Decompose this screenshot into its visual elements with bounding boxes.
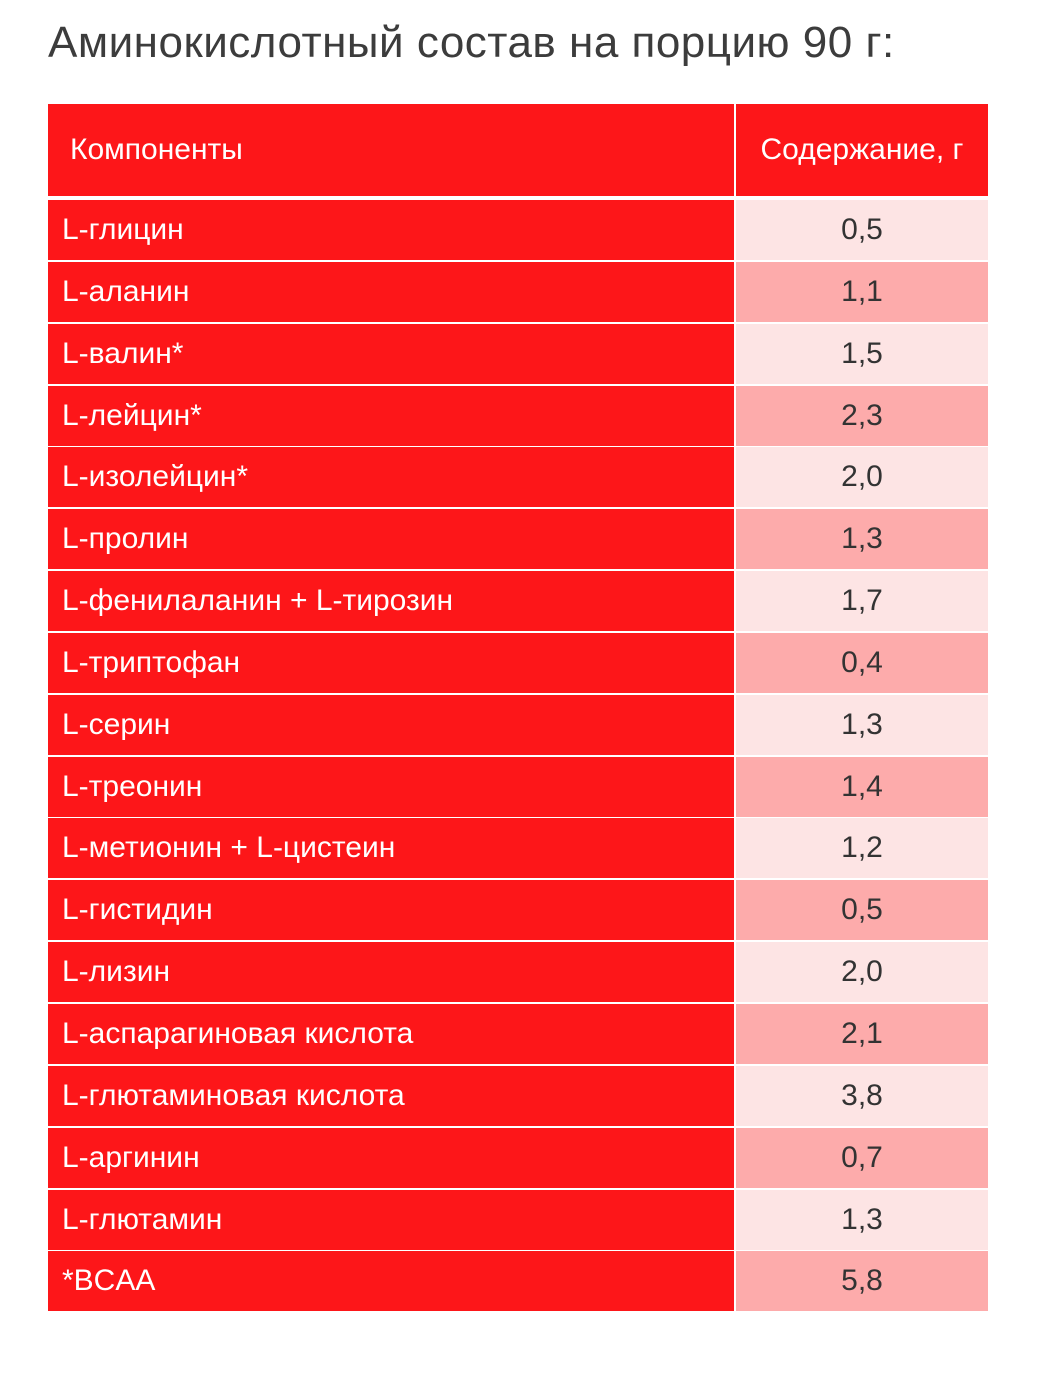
table-header: [48, 104, 988, 196]
component-value: 1,1: [736, 262, 988, 322]
table-row: [48, 571, 988, 631]
component-value: 2,1: [736, 1004, 988, 1064]
component-value: 1,4: [736, 757, 988, 817]
component-value: 0,4: [736, 633, 988, 693]
component-name: L-треонин: [48, 757, 734, 817]
component-value: 1,5: [736, 324, 988, 384]
table-row: [48, 880, 988, 940]
component-name: L-пролин: [48, 509, 734, 569]
component-name: L-лейцин*: [48, 386, 734, 446]
amino-acid-table: [48, 104, 988, 1313]
table-row: [48, 200, 988, 260]
component-value: 1,3: [736, 1190, 988, 1250]
component-name: L-валин*: [48, 324, 734, 384]
table-row: [48, 509, 988, 569]
component-value: 1,3: [736, 695, 988, 755]
table-row: [48, 262, 988, 322]
component-value: 1,3: [736, 509, 988, 569]
table-row: [48, 942, 988, 1002]
table-row: [48, 1190, 988, 1250]
component-name: L-аланин: [48, 262, 734, 322]
page-title: Аминокислотный состав на порцию 90 г:: [48, 18, 895, 67]
table-row: [48, 633, 988, 693]
component-name: L-триптофан: [48, 633, 734, 693]
column-header-component: Компоненты: [48, 104, 734, 196]
component-value: 1,7: [736, 571, 988, 631]
component-value: 0,5: [736, 880, 988, 940]
component-name: L-фенилаланин + L-тирозин: [48, 571, 734, 631]
component-value: 3,8: [736, 1066, 988, 1126]
component-value: 2,3: [736, 386, 988, 446]
component-name: L-изолейцин*: [48, 447, 734, 507]
component-name: L-аргинин: [48, 1128, 734, 1188]
table-row: [48, 1004, 988, 1064]
table-row: [48, 695, 988, 755]
table-row: [48, 1066, 988, 1126]
component-name: L-аспарагиновая кислота: [48, 1004, 734, 1064]
table-row: [48, 757, 988, 817]
table-row: [48, 386, 988, 446]
table-row-bcaa: [48, 1251, 988, 1311]
component-name: *BCAA: [48, 1251, 734, 1311]
component-value: 2,0: [736, 447, 988, 507]
component-value: 0,7: [736, 1128, 988, 1188]
component-name: L-глютамин: [48, 1190, 734, 1250]
component-name: L-гистидин: [48, 880, 734, 940]
component-name: L-глицин: [48, 200, 734, 260]
component-value: 5,8: [736, 1251, 988, 1311]
table-row: [48, 447, 988, 507]
component-name: L-метионин + L-цистеин: [48, 818, 734, 878]
table-row: [48, 1128, 988, 1188]
component-name: L-глютаминовая кислота: [48, 1066, 734, 1126]
component-value: 2,0: [736, 942, 988, 1002]
table-row: [48, 324, 988, 384]
component-value: 1,2: [736, 818, 988, 878]
component-name: L-серин: [48, 695, 734, 755]
column-header-content: Содержание, г: [736, 104, 988, 196]
component-value: 0,5: [736, 200, 988, 260]
component-name: L-лизин: [48, 942, 734, 1002]
table-row: [48, 818, 988, 878]
